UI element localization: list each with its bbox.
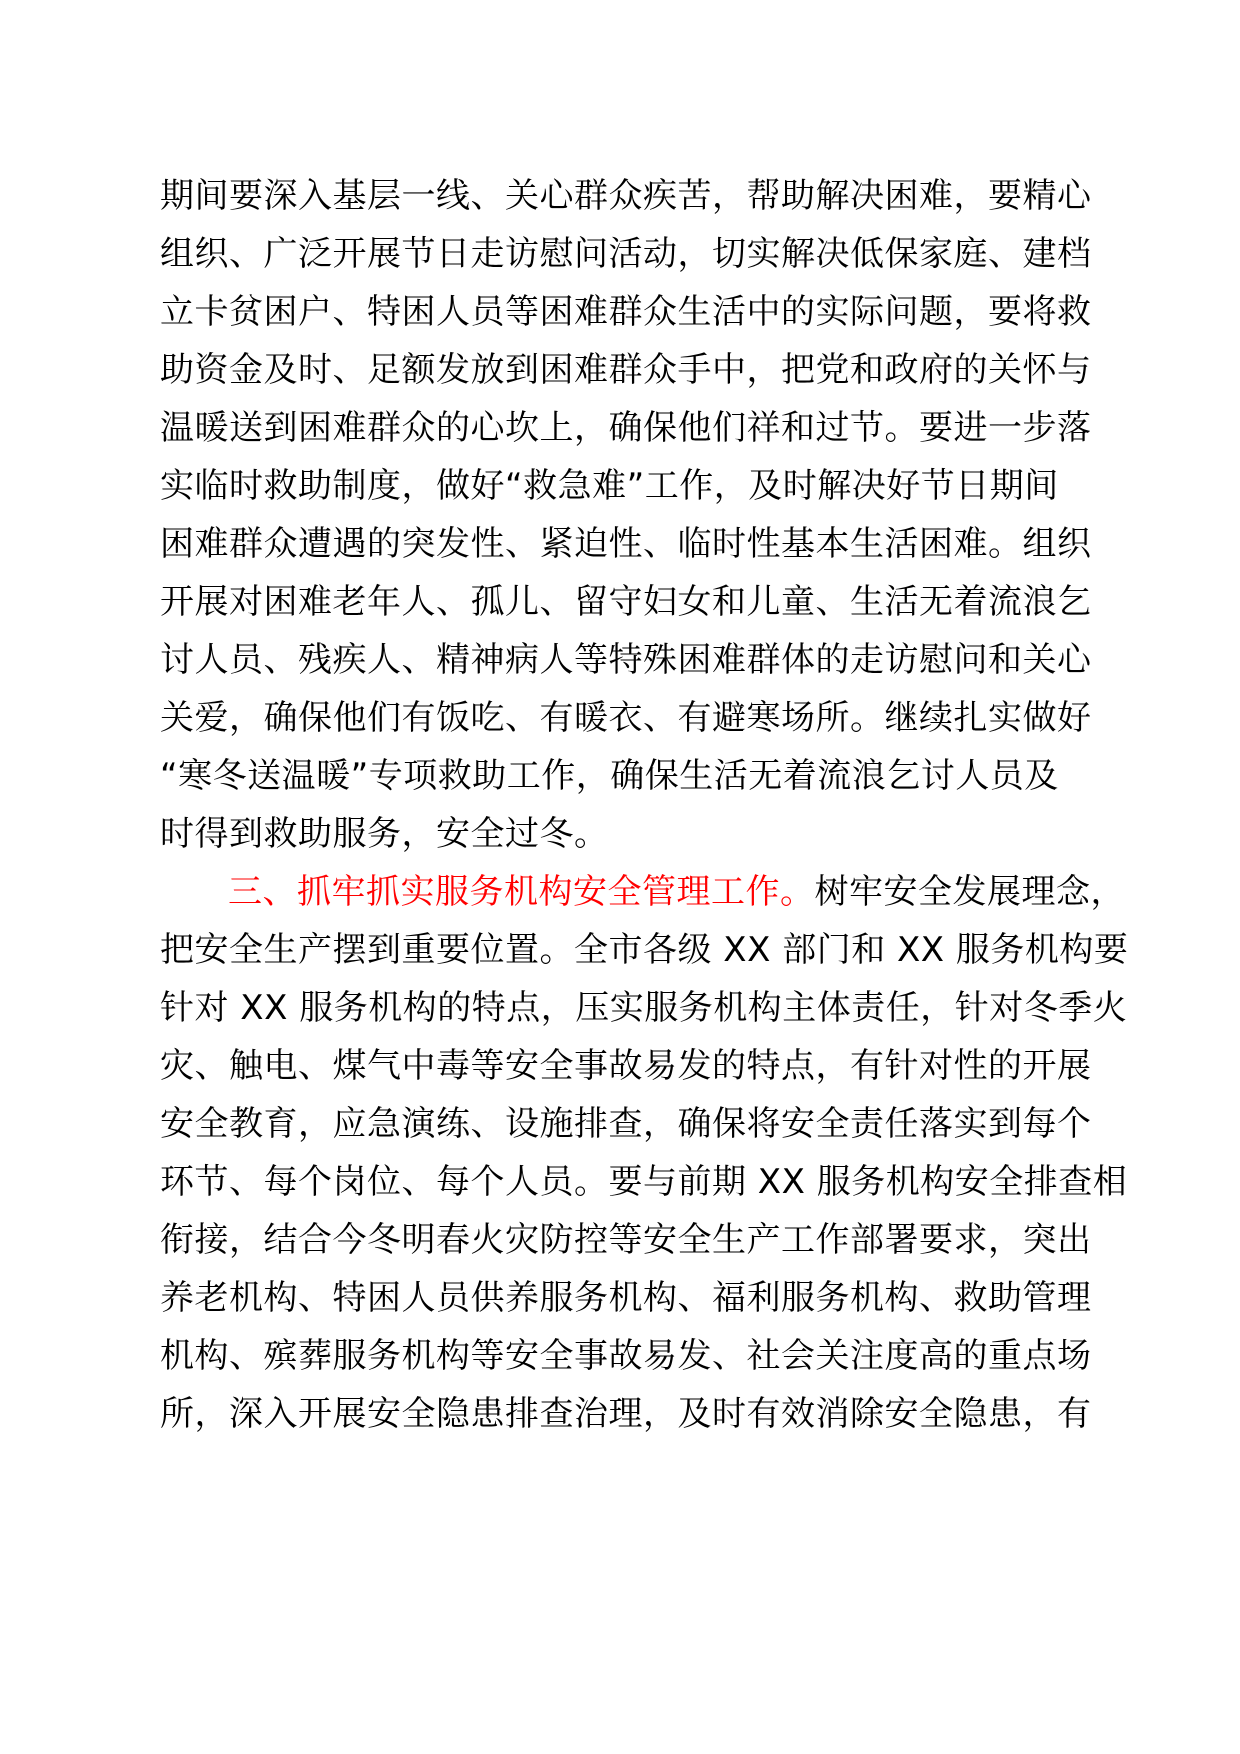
paragraph-line: 所，深入开展安全隐患排查治理，及时有效消除安全隐患，有	[160, 1394, 1092, 1434]
paragraph-line: 期间要深入基层一线、关心群众疾苦，帮助解决困难，要精心	[160, 176, 1092, 216]
section-3-first-line-text: 树牢安全发展理念，	[814, 872, 1125, 912]
paragraph-line: 助资金及时、足额发放到困难群众手中，把党和政府的关怀与	[160, 350, 1092, 390]
section-3-heading: 三、抓牢抓实服务机构安全管理工作。	[228, 872, 815, 912]
paragraph-line: 开展对困难老年人、孤儿、留守妇女和儿童、生活无着流浪乞	[160, 582, 1092, 622]
paragraph-line: 灾、触电、煤气中毒等安全事故易发的特点，有针对性的开展	[160, 1046, 1092, 1086]
paragraph-line: 立卡贫困户、特困人员等困难群众生活中的实际问题，要将救	[160, 292, 1092, 332]
paragraph-line: 养老机构、特困人员供养服务机构、福利服务机构、救助管理	[160, 1278, 1092, 1318]
paragraph-line: 把安全生产摆到重要位置。全市各级 XX 部门和 XX 服务机构要	[160, 930, 1129, 970]
paragraph-line: 温暖送到困难群众的心坎上，确保他们祥和过节。要进一步落	[160, 408, 1092, 448]
paragraph-line: 环节、每个岗位、每个人员。要与前期 XX 服务机构安全排查相	[160, 1162, 1128, 1202]
paragraph-line: 时得到救助服务，安全过冬。	[160, 814, 609, 854]
paragraph-line: 机构、殡葬服务机构等安全事故易发、社会关注度高的重点场	[160, 1336, 1092, 1376]
paragraph-line: 安全教育，应急演练、设施排查，确保将安全责任落实到每个	[160, 1104, 1092, 1144]
paragraph-line: “寒冬送温暖”专项救助工作，确保生活无着流浪乞讨人员及	[160, 756, 1059, 796]
section-3-first-line	[228, 864, 1128, 920]
paragraph-line: 困难群众遭遇的突发性、紧迫性、临时性基本生活困难。组织	[160, 524, 1092, 564]
paragraph-line: 组织、广泛开展节日走访慰问活动，切实解决低保家庭、建档	[160, 234, 1092, 274]
paragraph-line: 实临时救助制度，做好“救急难”工作，及时解决好节日期间	[160, 466, 1059, 506]
paragraph-line: 衔接，结合今冬明春火灾防控等安全生产工作部署要求，突出	[160, 1220, 1092, 1260]
paragraph-line: 关爱，确保他们有饭吃、有暖衣、有避寒场所。继续扎实做好	[160, 698, 1092, 738]
paragraph-line: 针对 XX 服务机构的特点，压实服务机构主体责任，针对冬季火	[160, 988, 1128, 1028]
paragraph-line: 讨人员、残疾人、精神病人等特殊困难群体的走访慰问和关心	[160, 640, 1092, 680]
